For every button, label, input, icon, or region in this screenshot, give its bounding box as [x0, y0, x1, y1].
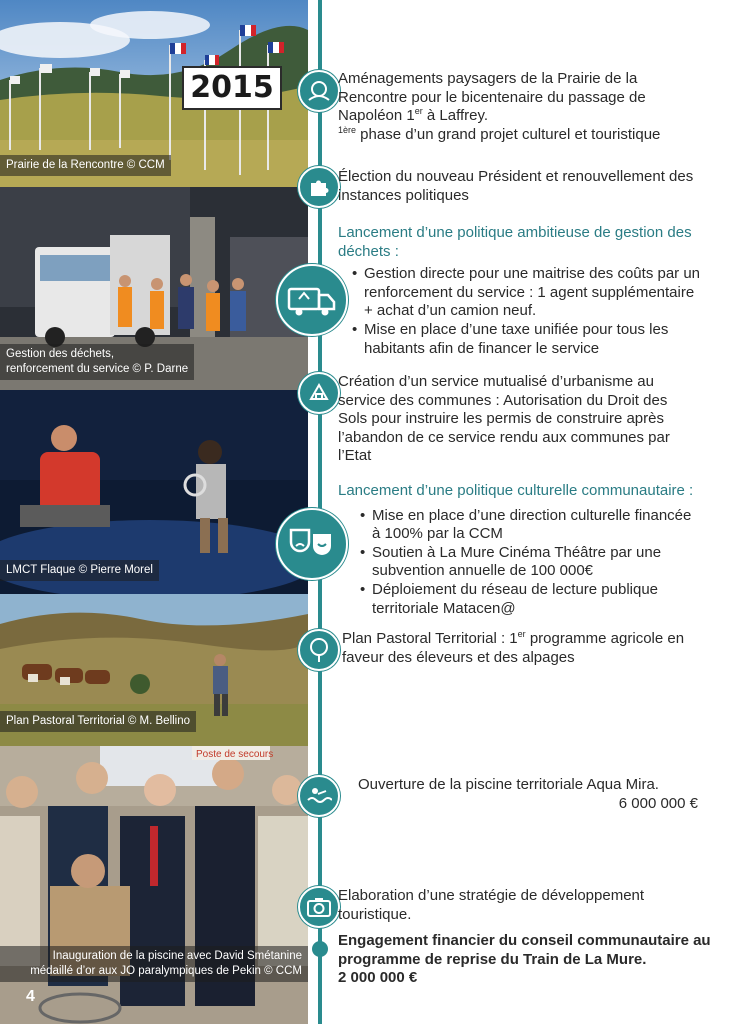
entry-line: • Soutien à La Mure Cinéma Théâtre par une	[372, 543, 662, 561]
bullet-item	[338, 321, 738, 358]
page-number: 4	[26, 988, 35, 1005]
entry-line: Sols pour instruire les permis de construire après	[338, 410, 664, 428]
caption-line: Gestion des déchets,	[6, 348, 115, 360]
entry-line: programme de reprise du Train de La Mure.	[338, 950, 647, 968]
entry-line: • Mise en place d’une taxe unifiée pour tous les	[364, 320, 669, 338]
caption-line: Inauguration de la piscine avec David Smétanine	[52, 950, 302, 962]
entry-line: • Mise en place d’une direction culturelle financée	[372, 506, 692, 524]
entry-urbanisme	[338, 373, 738, 466]
entry-line: Ouverture de la piscine territoriale Aqua Mira.	[358, 776, 659, 793]
entry-line: habitants afin de financer le service	[364, 339, 600, 357]
bullet-item	[346, 544, 738, 581]
entry-amount: 2 000 000 €	[338, 969, 418, 987]
bullet-item	[338, 265, 738, 321]
year-badge: 2015	[182, 66, 282, 110]
tree-icon	[298, 629, 340, 671]
bullet-list	[338, 265, 738, 358]
entry-text: à Laffrey.	[422, 107, 489, 125]
entry-line: à 100% par la CCM	[372, 525, 503, 543]
entry-line: • Déploiement du réseau de lecture publique	[372, 580, 659, 598]
photo-caption	[0, 344, 194, 380]
entry-text: phase d’un grand projet culturel et touristique	[356, 125, 661, 143]
entry-line: instances politiques	[338, 186, 469, 204]
caption-line: médaillé d’or aux JO paralympiques de Pekin © CCM	[30, 965, 302, 977]
entry-heading: Lancement d’une politique culturelle communautaire :	[338, 482, 694, 499]
photo-dechets	[0, 187, 308, 390]
sign-text: Poste de secours	[196, 749, 274, 760]
entry-line: Elaboration d’une stratégie de développement	[338, 887, 645, 904]
entry-line: subvention annuelle de 100 000€	[372, 562, 594, 580]
entry-line	[338, 107, 738, 126]
entry-line: + achat d’un camion neuf.	[364, 302, 537, 320]
entry-text: programme agricole en	[525, 630, 685, 647]
landscape-icon	[298, 70, 340, 112]
photo-caption	[0, 946, 308, 982]
entry-line: l’abandon de ce service rendu aux communes par	[338, 428, 670, 446]
photo-caption: LMCT Flaque © Pierre Morel	[0, 560, 159, 581]
entry-heading: Lancement d’une politique ambitieuse de gestion des	[338, 224, 692, 241]
entry-amount: 6 000 000 €	[618, 794, 698, 812]
timeline-end-dot	[312, 941, 328, 957]
entry-line: faveur des éleveurs et des alpages	[342, 648, 575, 666]
entry-prairie	[338, 70, 738, 144]
entry-line: Rencontre pour le bicentenaire du passage de	[338, 88, 646, 106]
photo-piscine	[0, 746, 308, 1024]
superscript: er	[414, 106, 423, 117]
entry-line: touristique.	[338, 905, 412, 923]
urbanism-hand-icon	[298, 372, 340, 414]
entry-line: Élection du nouveau Président et renouvellement des	[338, 168, 694, 185]
entry-election	[338, 168, 738, 205]
entry-line	[338, 126, 738, 145]
entry-text: Plan Pastoral Territorial : 1	[342, 630, 518, 647]
entry-tourisme	[338, 887, 738, 924]
entry-line: Aménagements paysagers de la Prairie de la	[338, 70, 638, 87]
photo-flaque	[0, 390, 308, 594]
superscript: 1ère	[338, 124, 357, 135]
entry-line: Création d’un service mutualisé d’urbanisme au	[338, 373, 654, 390]
swimmer-icon	[298, 775, 340, 817]
entry-line: territoriale Matacen@	[372, 599, 516, 617]
caption-line: renforcement du service © P. Darne	[6, 363, 189, 375]
entry-piscine	[358, 776, 698, 813]
photo-caption: Prairie de la Rencontre © CCM	[0, 155, 171, 176]
entry-text: Napoléon 1	[338, 107, 415, 125]
entry-line	[342, 630, 742, 649]
entry-line: service des communes : Autorisation du Droit des	[338, 391, 668, 409]
photo-column	[0, 0, 308, 1024]
bullet-item	[346, 507, 738, 544]
entry-train	[338, 932, 738, 988]
entry-line: Engagement financier du conseil communautaire au	[338, 932, 711, 949]
bullet-list	[338, 507, 738, 619]
photo-pastoral	[0, 594, 308, 746]
superscript: er	[517, 629, 526, 639]
entry-pastoral	[342, 630, 742, 667]
entry-dechets	[338, 224, 738, 358]
photo-caption: Plan Pastoral Territorial © M. Bellino	[0, 711, 196, 732]
entry-line: • Gestion directe pour une maitrise des coûts par un	[364, 265, 701, 283]
camera-icon	[298, 886, 340, 928]
bullet-item	[346, 581, 738, 618]
entry-line: l’Etat	[338, 447, 372, 465]
puzzle-icon	[298, 166, 340, 208]
entry-line: renforcement du service : 1 agent supplémentaire	[364, 283, 695, 301]
entry-culture	[338, 482, 738, 618]
entry-heading: déchets :	[338, 242, 399, 260]
